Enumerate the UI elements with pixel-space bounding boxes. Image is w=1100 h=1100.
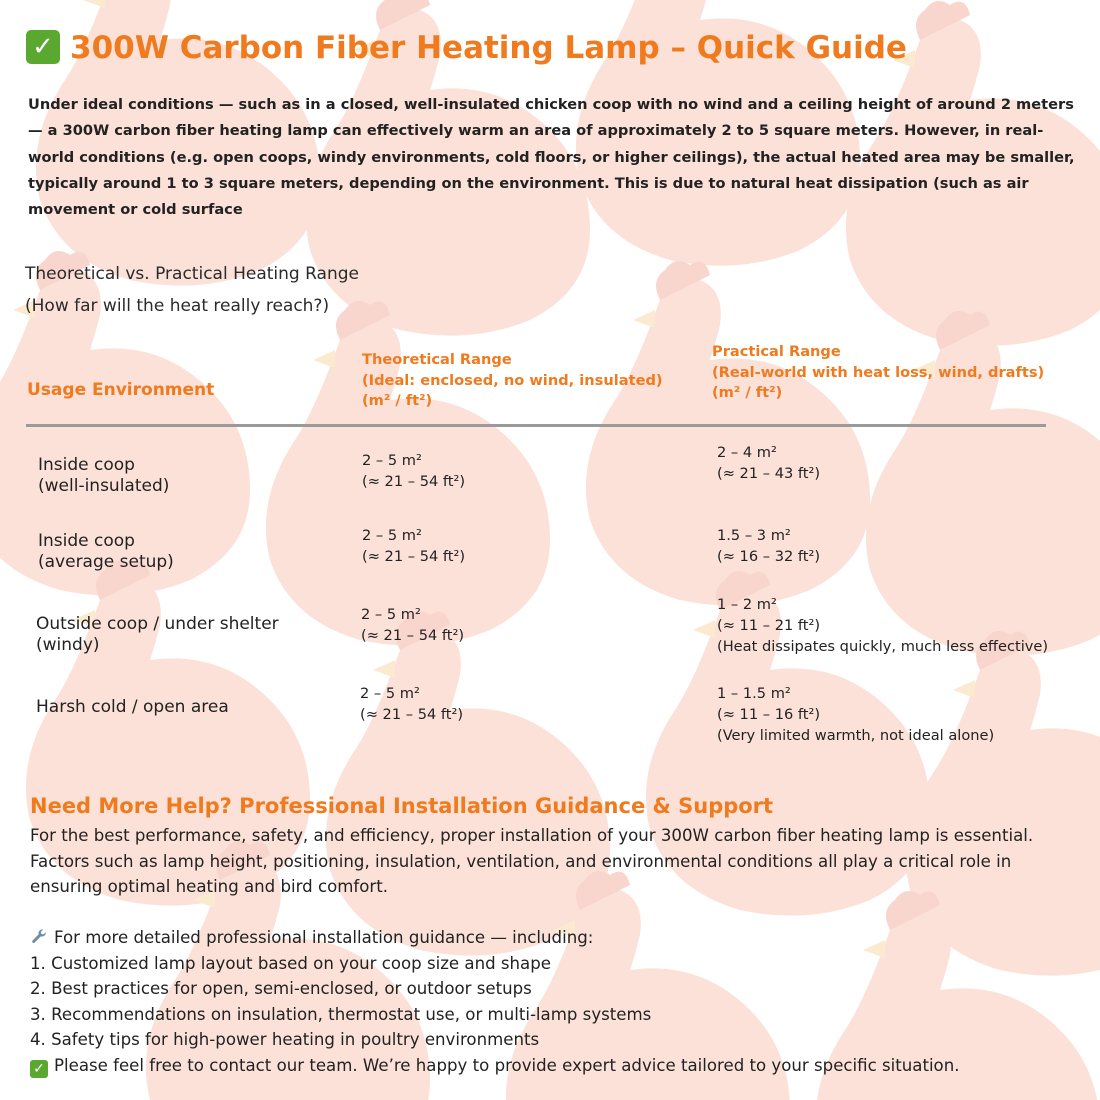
list-item: 2. Best practices for open, semi-enclosed, or outdoor setups — [30, 979, 532, 998]
list-item: 3. Recommendations on insulation, thermostat use, or multi-lamp systems — [30, 1005, 652, 1024]
table-row-theoretical: 2 – 5 m² (≈ 21 – 54 ft²) — [360, 685, 464, 723]
table-row-practical: 1 – 2 m² (≈ 11 – 21 ft²) (Heat dissipates quickly, much less effective) — [717, 596, 1049, 655]
table-row-theoretical: 2 – 5 m² (≈ 21 – 54 ft²) — [362, 527, 466, 565]
table-row-environment: Outside coop / under shelter (windy) — [36, 614, 279, 655]
section-heading: Theoretical vs. Practical Heating Range — [25, 264, 359, 284]
table-row-practical: 1 – 1.5 m² (≈ 11 – 16 ft²) (Very limited warmth, not ideal alone) — [717, 685, 995, 744]
table-row-practical: 2 – 4 m² (≈ 21 – 43 ft²) — [717, 444, 821, 482]
table-row-environment: Inside coop (well-insulated) — [38, 455, 170, 496]
section-subheading: (How far will the heat really reach?) — [25, 296, 330, 316]
intro-paragraph: Under ideal conditions — such as in a closed, well-insulated chicken coop with no wind and a ceiling height of around 2 meters — a 300W carbon fiber heating lamp can effectively warm an area of approximately 2 to 5 square meters. However, in real-world conditions (e.g. open coops, windy environments, cold floors, or higher ceilings), the actual heated area may be smaller, typically around 1 to 3 square meters, depending on the environment. This is due to natural heat dissipation (such as air movement or cold surface — [28, 96, 1075, 219]
page-title: ✓ 300W Carbon Fiber Heating Lamp – Quick Guide — [26, 30, 907, 66]
wrench-icon — [30, 928, 50, 950]
help-section-body: For the best performance, safety, and efficiency, proper installation of your 300W carbon fiber heating lamp is essential. Factors such as lamp height, positioning, insulation, ventilation, and environmental conditions all play a critical role in ensuring optimal heating and bird comfort. — [30, 826, 1034, 897]
column-header-practical: Practical Range (Real-world with heat loss, wind, drafts) (m² / ft²) — [712, 343, 1045, 401]
check-icon: ✓ — [26, 30, 60, 64]
list-item: 1. Customized lamp layout based on your coop size and shape — [30, 954, 551, 973]
column-header-environment: Usage Environment — [27, 380, 215, 400]
table-row-theoretical: 2 – 5 m² (≈ 21 – 54 ft²) — [362, 452, 466, 490]
table-row-environment: Harsh cold / open area — [36, 697, 229, 717]
check-icon: ✓ — [30, 1060, 48, 1078]
guidance-intro-line: For more detailed professional installation guidance — including: — [30, 928, 593, 950]
list-item: 4. Safety tips for high-power heating in poultry environments — [30, 1030, 540, 1049]
help-section-title: Need More Help? Professional Installation Guidance & Support — [30, 794, 774, 818]
column-header-theoretical: Theoretical Range (Ideal: enclosed, no wind, insulated) (m² / ft²) — [362, 351, 663, 409]
table-row-practical: 1.5 – 3 m² (≈ 16 – 32 ft²) — [717, 527, 821, 565]
table-header-divider — [26, 424, 1046, 427]
table-row-environment: Inside coop (average setup) — [38, 531, 174, 572]
table-row-theoretical: 2 – 5 m² (≈ 21 – 54 ft²) — [361, 606, 465, 644]
closing-line: ✓ Please feel free to contact our team. We’re happy to provide expert advice tailored to your specific situation. — [30, 1056, 960, 1078]
